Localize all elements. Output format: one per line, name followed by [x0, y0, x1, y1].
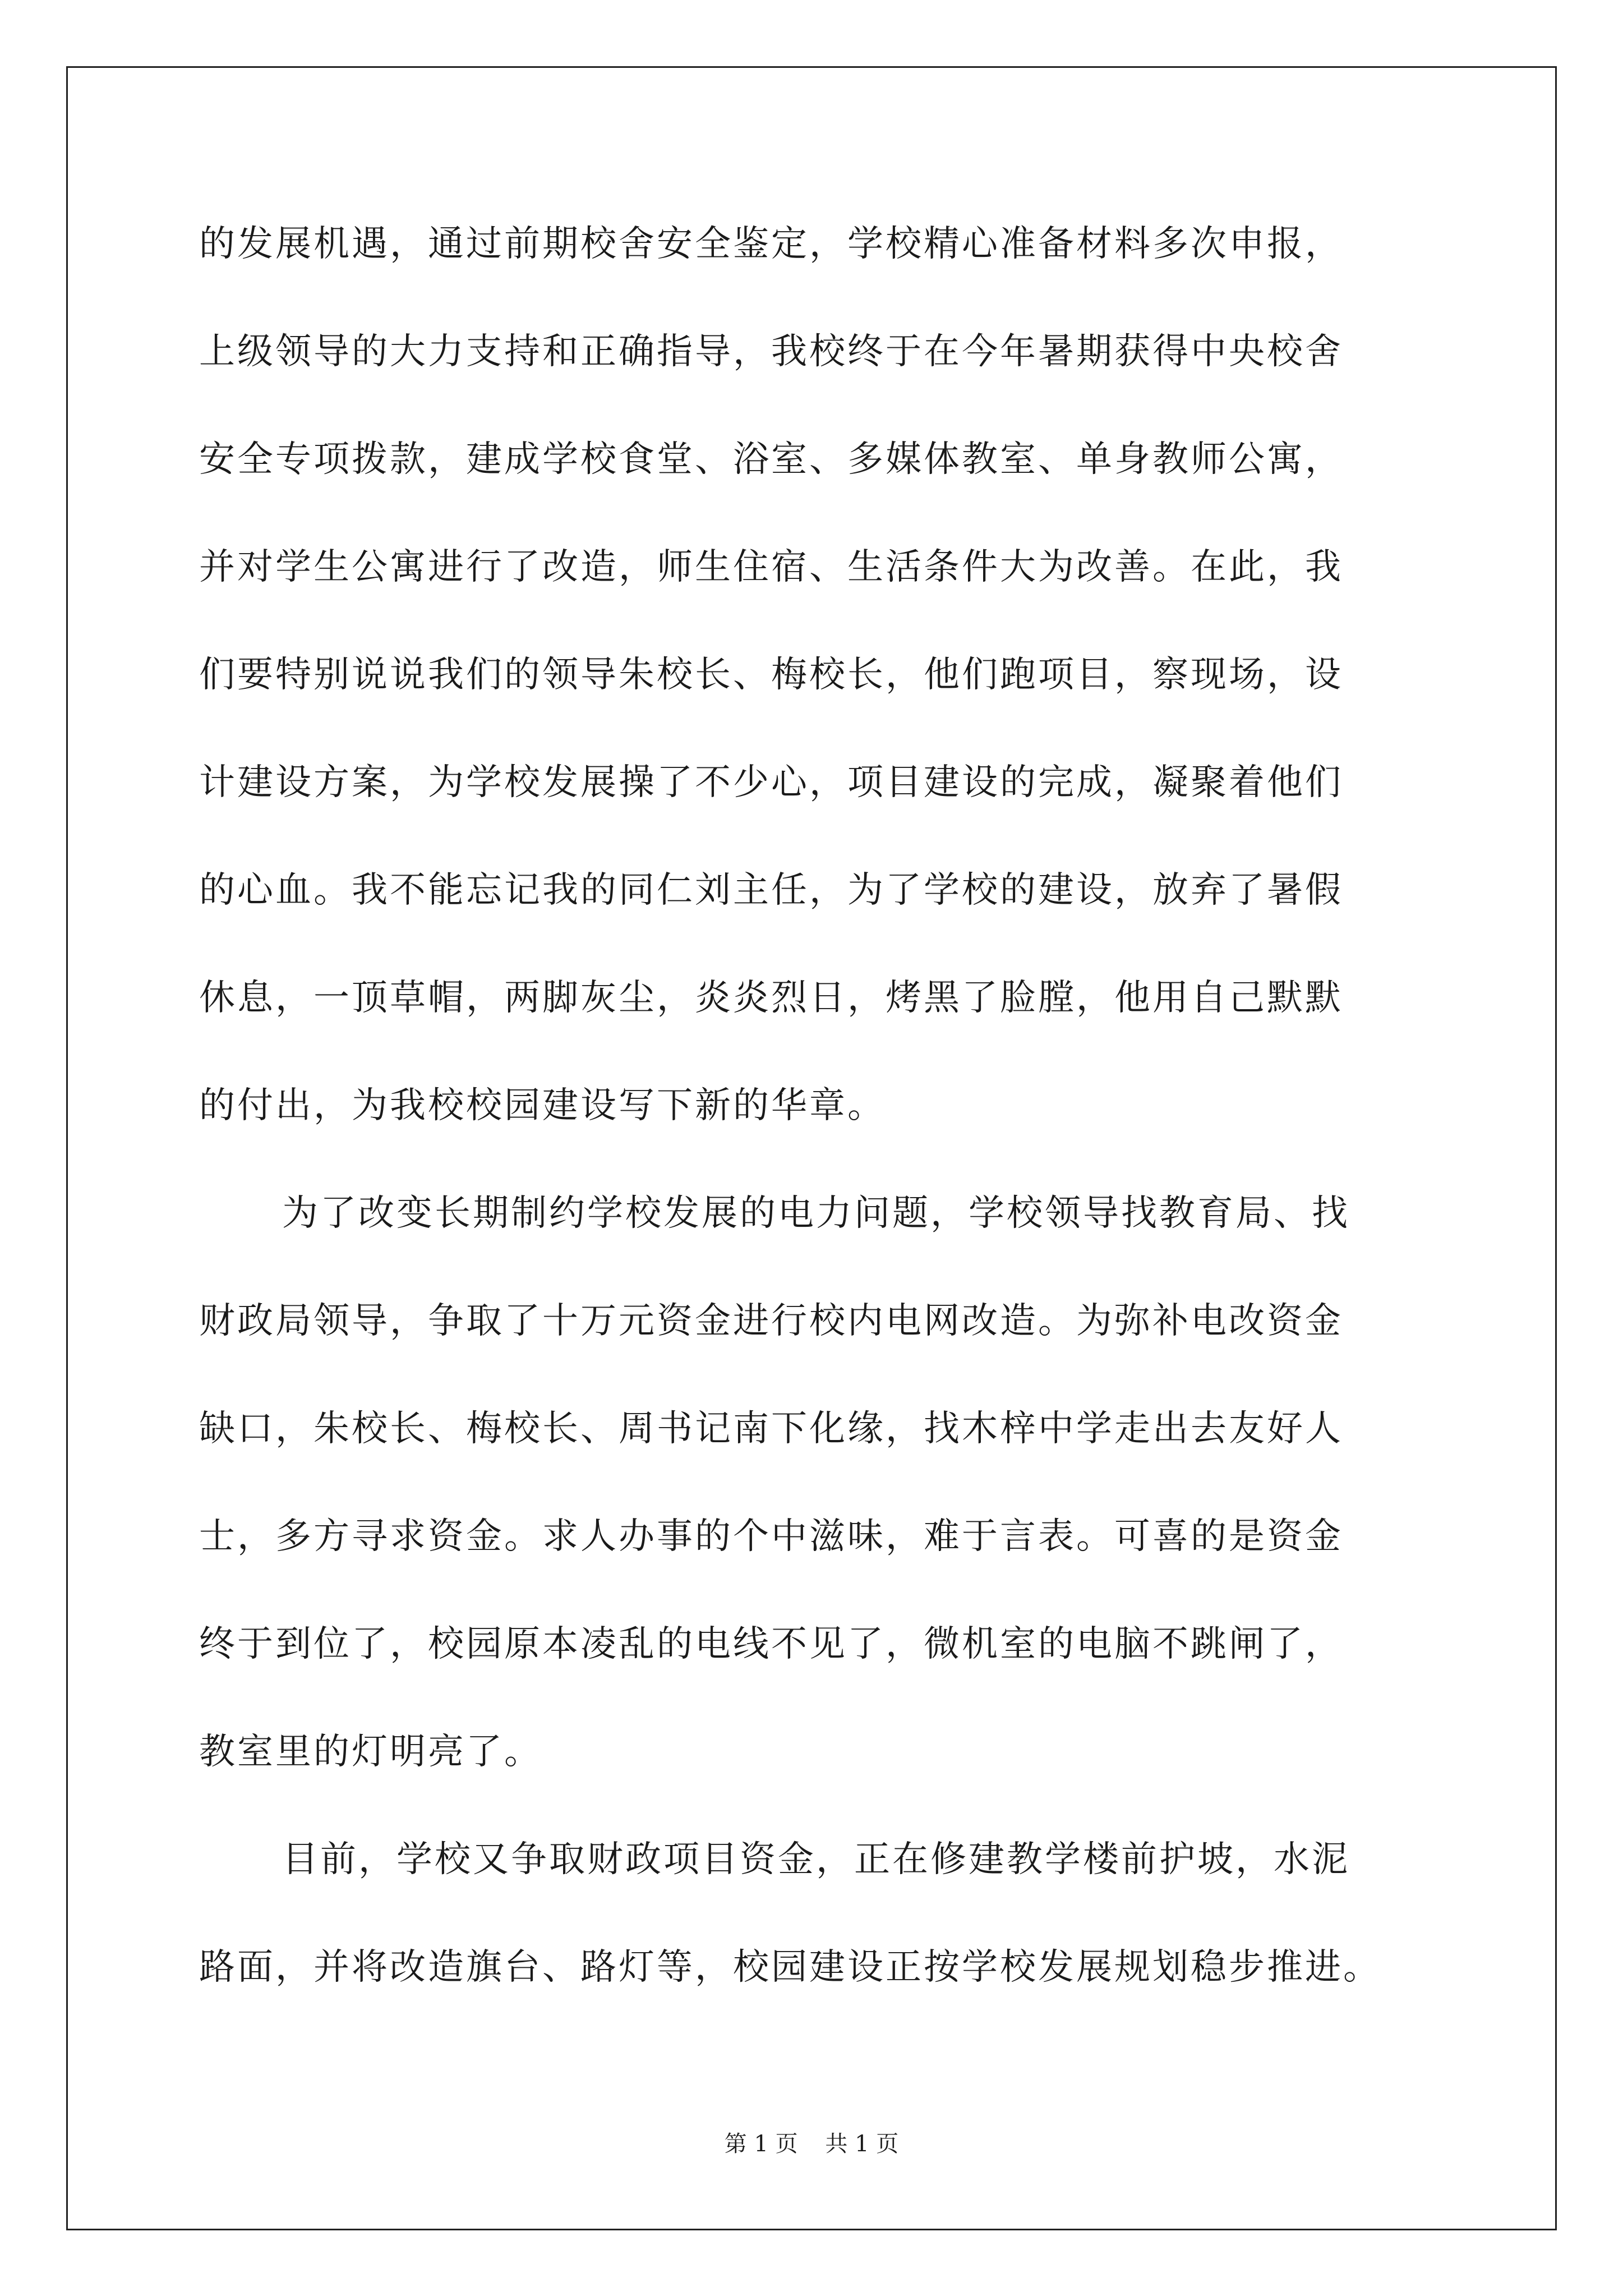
text-line: 目前，学校又争取财政项目资金，正在修建教学楼前护坡，水泥	[282, 1839, 1350, 1880]
text-line: 安全专项拨款，建成学校食堂、浴室、多媒体教室、单身教师公寓，	[199, 439, 1343, 480]
text-line: 的发展机遇，通过前期校舍安全鉴定，学校精心准备材料多次申报，	[199, 223, 1343, 265]
text-line: 为了改变长期制约学校发展的电力问题，学校领导找教育局、找	[282, 1193, 1350, 1234]
text-line: 并对学生公寓进行了改造，师生住宿、生活条件大为改善。在此，我	[199, 546, 1343, 588]
text-line: 们要特别说说我们的领导朱校长、梅校长，他们跑项目，察现场，设	[199, 654, 1343, 696]
text-line: 财政局领导，争取了十万元资金进行校内电网改造。为弥补电改资金	[199, 1300, 1343, 1342]
text-line: 计建设方案，为学校发展操了不少心，项目建设的完成，凝聚着他们	[199, 762, 1343, 803]
text-line: 教室里的灯明亮了。	[199, 1731, 542, 1773]
text-line: 休息，一顶草帽，两脚灰尘，炎炎烈日，烤黑了脸膛，他用自己默默	[199, 977, 1343, 1019]
document-body	[199, 216, 1422, 2047]
text-line: 缺口，朱校长、梅校长、周书记南下化缘，找木梓中学走出去友好人	[199, 1408, 1343, 1450]
text-line: 士，多方寻求资金。求人办事的个中滋味，难于言表。可喜的是资金	[199, 1516, 1343, 1557]
text-line: 的付出，为我校校园建设写下新的华章。	[199, 1085, 886, 1126]
page-number: 第 1 页	[724, 2131, 798, 2157]
text-line: 上级领导的大力支持和正确指导，我校终于在今年暑期获得中央校舍	[199, 331, 1343, 372]
page-total: 共 1 页	[825, 2131, 899, 2157]
text-line: 终于到位了，校园原本凌乱的电线不见了，微机室的电脑不跳闸了，	[199, 1623, 1343, 1665]
page-footer	[0, 2126, 1623, 2158]
text-line: 的心血。我不能忘记我的同仁刘主任，为了学校的建设，放弃了暑假	[199, 869, 1343, 911]
text-line: 路面，并将改造旗台、路灯等，校园建设正按学校发展规划稳步推进。	[199, 1947, 1381, 1988]
